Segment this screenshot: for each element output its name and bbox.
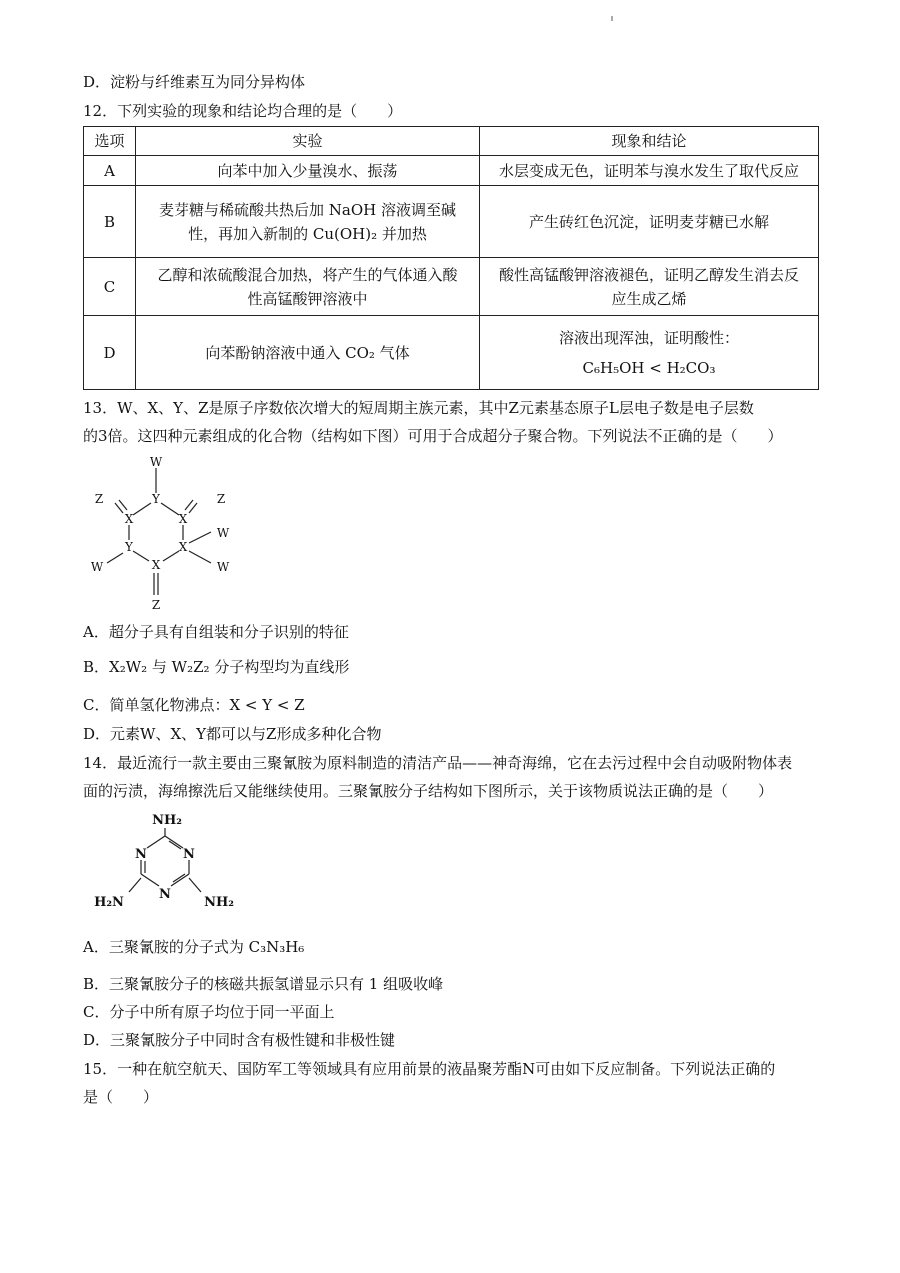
atom-w: W [90, 560, 104, 574]
experiment-line: 向苯中加入少量溴水、振荡 [217, 161, 398, 180]
ring-nitrogen: N [159, 887, 171, 902]
q11-option-d: D．淀粉与纤维素互为同分异构体 [83, 73, 306, 91]
table-row [84, 156, 819, 186]
q15-stem-line2: 是（ ） [83, 1088, 159, 1106]
result-line: 酸性高锰酸钾溶液褪色，证明乙醇发生消去反 [498, 265, 799, 284]
q13-structure-diagram [85, 455, 245, 615]
experiment-line: 向苯酚钠溶液中通入 CO₂ 气体 [205, 343, 410, 362]
atom-z: Z [216, 492, 226, 506]
q15-stem-line1: 15．一种在航空航天、国防军工等领域具有应用前景的液晶聚芳酯N可由如下反应制备。下列说法正确的 [83, 1060, 776, 1078]
experiment-line: 麦芽糖与稀硫酸共热后加 NaOH 溶液调至碱 [159, 200, 456, 219]
row-option: A [84, 156, 136, 186]
ring-nitrogen: N [183, 847, 195, 862]
atom-x: X [178, 512, 188, 526]
q14-option-a: A．三聚氰胺的分子式为 C₃N₃H₆ [83, 938, 305, 956]
q13-stem-line1: 13．W、X、Y、Z是原子序数依次增大的短周期主族元素，其中Z元素基态原子L层电子数是电子层数 [83, 399, 754, 417]
row-result [480, 258, 819, 316]
result-line: 应生成乙烯 [611, 289, 687, 308]
q13-stem-line2: 的3倍。这四种元素组成的化合物（结构如下图）可用于合成超分子聚合物。下列说法不正确的是（ ） [83, 427, 783, 445]
header-result: 现象和结论 [480, 127, 819, 156]
row-option: B [84, 186, 136, 258]
result-line: 水层变成无色，证明苯与溴水发生了取代反应 [498, 161, 799, 180]
atom-x: X [151, 558, 161, 572]
amine-group: H₂N [94, 895, 124, 910]
q14-melamine-structure [85, 808, 255, 920]
result-line: 产生砖红色沉淀，证明麦芽糖已水解 [528, 212, 769, 231]
row-experiment [136, 316, 480, 390]
result-line: 溶液出现浑浊，证明酸性： [558, 328, 739, 347]
q14-stem-line1: 14．最近流行一款主要由三聚氰胺为原料制造的清洁产品——神奇海绵，它在去污过程中会自动吸附物体表 [83, 754, 793, 772]
row-experiment [136, 156, 480, 186]
q14-option-d: D．三聚氰胺分子中同时含有极性键和非极性键 [83, 1031, 396, 1049]
atom-z: Z [151, 598, 161, 612]
atom-w: W [216, 560, 230, 574]
q12-stem: 12．下列实验的现象和结论均合理的是（ ） [83, 102, 403, 120]
table-row [84, 316, 819, 390]
atom-w: W [216, 526, 230, 540]
result-line: C₆H₅OH < H₂CO₃ [582, 358, 716, 377]
table-row [84, 258, 819, 316]
header-option: 选项 [84, 127, 136, 156]
amine-group: NH₂ [204, 895, 234, 910]
row-option: C [84, 258, 136, 316]
table-header-row [84, 127, 819, 156]
q13-option-b: B．X₂W₂ 与 W₂Z₂ 分子构型均为直线形 [83, 658, 350, 676]
q13-option-d: D．元素W、X、Y都可以与Z形成多种化合物 [83, 725, 382, 743]
row-experiment [136, 258, 480, 316]
q12-table [83, 126, 819, 390]
atom-z: Z [94, 492, 104, 506]
atom-w: W [149, 455, 163, 469]
experiment-line: 乙醇和浓硫酸混合加热，将产生的气体通入酸 [157, 265, 458, 284]
atom-x: X [124, 512, 134, 526]
experiment-line: 性，再加入新制的 Cu(OH)₂ 并加热 [188, 224, 427, 243]
page-mark [611, 16, 613, 21]
row-result [480, 156, 819, 186]
atom-y: Y [125, 540, 133, 554]
atom-y: Y [152, 492, 160, 506]
amine-group: NH₂ [152, 813, 182, 828]
experiment-line: 性高锰酸钾溶液中 [247, 289, 368, 308]
q13-option-c: C．简单氢化物沸点：X < Y < Z [83, 696, 305, 714]
row-result [480, 316, 819, 390]
q14-option-b: B．三聚氰胺分子的核磁共振氢谱显示只有 1 组吸收峰 [83, 975, 444, 993]
header-experiment: 实验 [136, 127, 480, 156]
ring-nitrogen: N [135, 847, 147, 862]
row-option: D [84, 316, 136, 390]
q13-option-a: A．超分子具有自组装和分子识别的特征 [83, 623, 349, 641]
q14-option-c: C．分子中所有原子均位于同一平面上 [83, 1003, 335, 1021]
row-experiment [136, 186, 480, 258]
row-result [480, 186, 819, 258]
atom-x: X [178, 540, 188, 554]
table-row [84, 186, 819, 258]
q14-stem-line2: 面的污渍，海绵擦洗后又能继续使用。三聚氰胺分子结构如下图所示，关于该物质说法正确的是（ ） [83, 782, 774, 800]
